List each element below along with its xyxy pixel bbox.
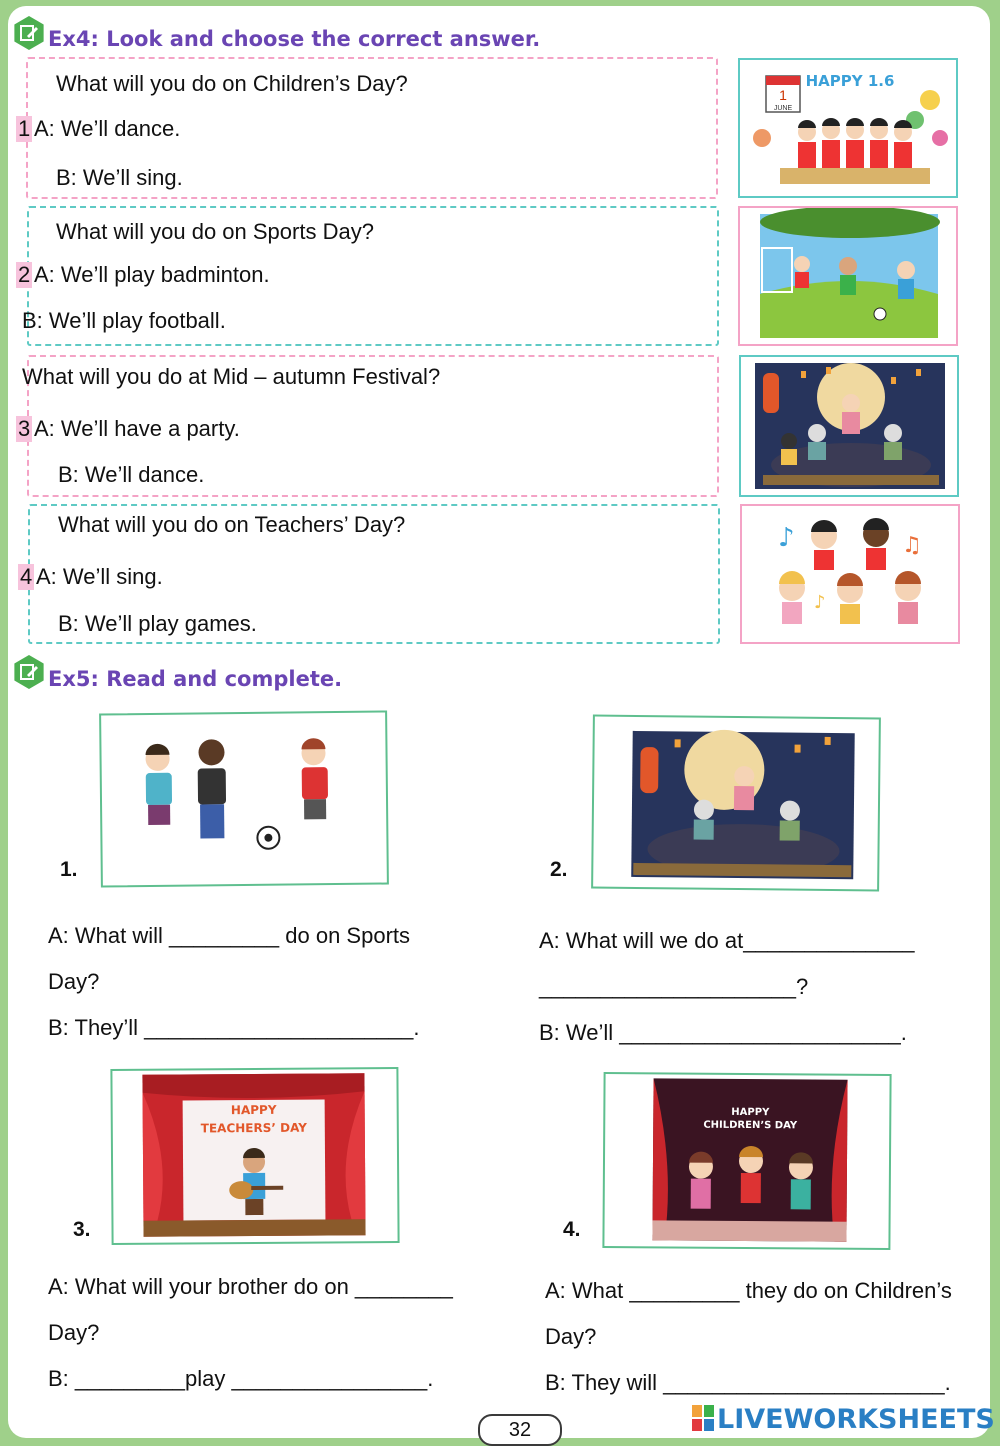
calendar-month: JUNE [773,105,793,112]
answer-option-a[interactable]: A: We’ll have a party. [34,416,240,441]
question-number: 1 [18,116,31,141]
answer-option-b[interactable]: B: We’ll play games. [58,611,257,636]
childrens-day-stage-picture [604,1074,889,1248]
question-number: 2 [18,262,31,287]
liveworksheets-logo [692,1404,995,1435]
childrens-day-picture [738,58,958,198]
banner-line: TEACHERS’ DAY [200,1120,307,1136]
item-line-3[interactable]: B: They’ll ______________________. [48,1015,420,1040]
item-line-3[interactable]: B: We’ll _______________________. [539,1020,907,1045]
calendar-day: 1 [779,87,787,103]
question-number: 3 [18,416,31,441]
item-line-1[interactable]: A: What will _________ do on Sports [48,923,411,948]
picture-frame-3 [110,1067,399,1245]
item-line-2: Day? [48,969,100,994]
mid-autumn-picture [739,355,959,497]
picture-frame-2 [591,714,881,891]
svg-text:♪: ♪ [814,592,826,613]
answer-option-a[interactable]: A: We’ll play badminton. [34,262,270,287]
item-line-1[interactable]: A: What _________ they do on Children’s [545,1278,952,1303]
football-picture [101,713,387,886]
item-number: 3. [73,1218,91,1241]
childrens-day-sign: HAPPY 1.6 [805,72,895,90]
banner-line: CHILDREN’S DAY [703,1119,798,1132]
sports-day-picture [738,206,958,346]
mid-autumn-family-picture [593,717,879,890]
answer-option-b[interactable]: B: We’ll play football. [22,308,226,333]
picture-frame-1 [99,710,389,887]
item-line-1[interactable]: A: What will we do at______________ [539,928,915,953]
item-line-2: Day? [545,1324,597,1349]
answer-option-b[interactable]: B: We’ll dance. [58,462,205,487]
item-line-3[interactable]: B: _________play ________________. [48,1366,434,1391]
item-line-3[interactable]: B: They will _______________________. [545,1370,951,1395]
item-number: 1. [60,858,78,881]
question-number: 4 [20,564,33,589]
item-line-2: Day? [48,1320,100,1345]
liveworksheets-logo-icon [692,1405,714,1431]
svg-text:♪: ♪ [778,523,795,553]
answer-option-b[interactable]: B: We’ll sing. [56,165,183,190]
question-text: What will you do on Sports Day? [56,219,374,244]
picture-frame-4 [602,1072,891,1250]
brand-name: LIVEWORKSHEETS [717,1404,995,1435]
answer-option-a[interactable]: A: We’ll sing. [36,564,163,589]
teachers-day-picture [740,504,960,644]
ex4-title: Ex4: Look and choose the correct answer. [48,27,541,51]
ex5-title: Ex5: Read and complete. [48,667,343,691]
banner-line: HAPPY [731,1106,770,1119]
question-text: What will you do on Children’s Day? [56,71,408,96]
answer-option-a[interactable]: A: We’ll dance. [34,116,181,141]
page-number: 32 [478,1414,562,1446]
item-number: 2. [550,858,568,881]
teachers-day-stage-picture [112,1069,397,1243]
item-line-1[interactable]: A: What will your brother do on ________ [48,1274,453,1299]
svg-text:♫: ♫ [902,533,922,558]
item-line-2[interactable]: _____________________? [539,974,809,999]
item-number: 4. [563,1218,581,1241]
question-text: What will you do at Mid – autumn Festival? [22,364,441,389]
banner-line: HAPPY [230,1102,277,1118]
question-text: What will you do on Teachers’ Day? [58,512,406,537]
